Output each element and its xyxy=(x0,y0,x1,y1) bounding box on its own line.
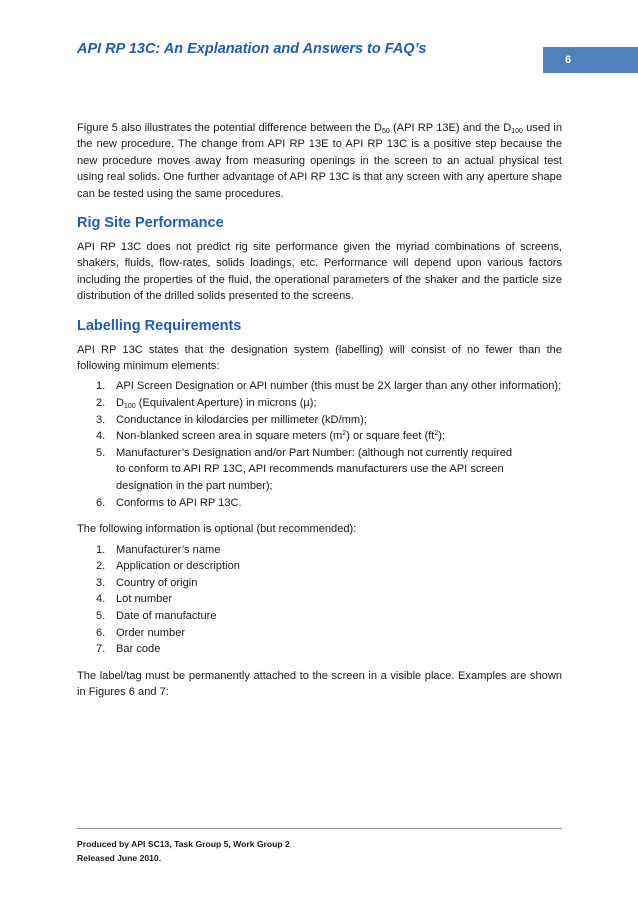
page-content xyxy=(77,120,562,701)
list-item: 4. Lot number xyxy=(96,593,173,606)
closing-paragraph: The label/tag must be permanently attached to the screen in a visible place. Examples are shown in Figures 6 and 7: xyxy=(77,669,562,699)
list-item: 5. Manufacturer’s Designation and/or Part Number: (although not currently required to conform to API RP 13C, API recommends manufacturers use the API screen designation in the part number); xyxy=(96,446,513,493)
rig-site-paragraph: API RP 13C does not predict rig site performance given the myriad combinations of screens, shakers, fluids, flow-rates, solids loadings, etc. Performance will depend upon various factors including the properties of the fluid, the operational parameters of the shaker and the particle size distribution of the drilled solids presented to the screens. xyxy=(77,241,562,303)
list-item: 5. Date of manufacture xyxy=(96,610,217,622)
labelling-intro: API RP 13C states that the designation system (labelling) will consist of no fewer than the following minimum elements: xyxy=(77,343,562,373)
list-item: 2. Application or description xyxy=(96,560,240,573)
list-item: 6. Conforms to API RP 13C. xyxy=(96,496,242,509)
list-item: 6. Order number xyxy=(96,626,186,639)
list-item: 4. Non-blanked screen area in square meters $(m^2)$ or square feet $(ft^2)$; xyxy=(96,430,446,443)
document-header-title: API RP 13C: An Explanation and Answers to FAQ’s xyxy=(77,41,427,57)
footer xyxy=(77,838,290,865)
optional-elements-list xyxy=(77,542,562,658)
list-item: 3. Conductance in kilodarcies per millimeter (kD/mm); xyxy=(96,413,367,426)
list-item: 2. $D_{100}$ (Equivalent Aperture) in microns (µ); xyxy=(96,397,317,411)
list-item: 7. Bar code xyxy=(96,643,161,656)
footer-divider xyxy=(77,828,562,829)
optional-intro: The following information is optional (but recommended): xyxy=(77,523,357,536)
list-item: 1. API Screen Designation or API number (this must be 2X larger than any other information); xyxy=(96,380,562,393)
page-number-badge: 6 xyxy=(543,47,638,73)
footer-line-1: Produced by API SC13, Task Group 5, Work Group 2 xyxy=(77,839,290,849)
labelling-heading: Labelling Requirements xyxy=(77,317,242,334)
footer-line-2: Released June 2010. xyxy=(77,852,162,863)
list-item: 1. Manufacturer’s name xyxy=(96,543,221,556)
intro-paragraph: Figure 5 also illustrates the potential difference between the $D_{50}$ (API RP 13E) and the $D_{100}$ used in the new procedure. The change from API RP 13E to API RP 13C is a positive step because the new procedure moves away from measuring openings in the screen to an actual physical test using real solids. One further advantage of API RP 13C is that any screen with any aperture shape can be tested using the same procedures. xyxy=(77,122,563,200)
required-elements-list xyxy=(77,378,562,511)
rig-site-heading: Rig Site Performance xyxy=(77,215,224,232)
list-item: 3. Country of origin xyxy=(96,576,198,589)
